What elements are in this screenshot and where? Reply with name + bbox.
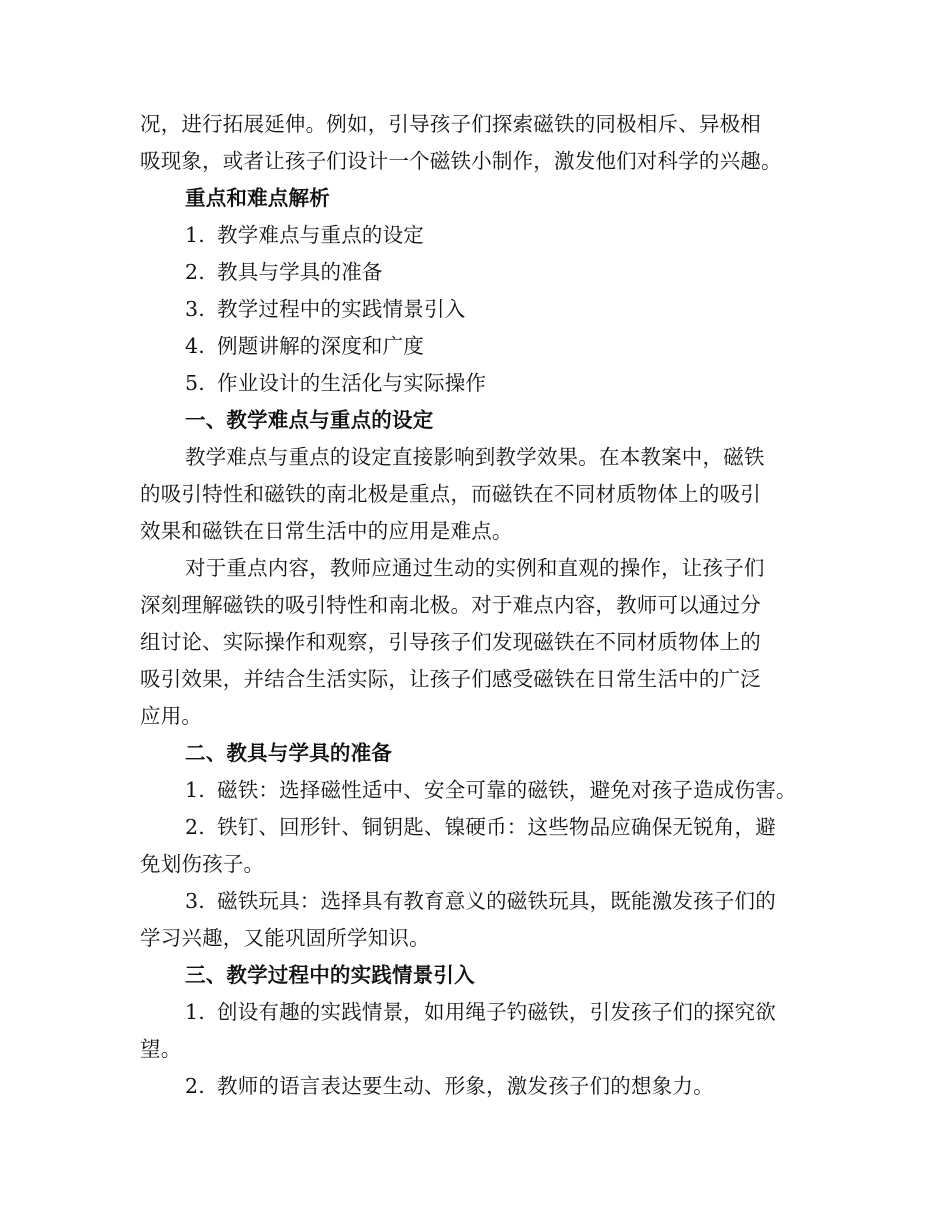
document-page [140, 106, 812, 1105]
item-number: 1. [185, 1000, 205, 1024]
outline-item [140, 365, 812, 402]
outline-item [140, 328, 812, 365]
item-text: 铁钉、回形针、铜钥匙、镍硬币：这些物品应确保无锐角，避 [217, 815, 776, 839]
item-text: 创设有趣的实践情景，如用绳子钓磁铁，引发孩子们的探究欲 [217, 1000, 776, 1024]
item-number: 4. [185, 334, 205, 358]
paragraph-line: 效果和磁铁在日常生活中的应用是难点。 [140, 519, 513, 543]
list-item [140, 883, 812, 920]
section-heading: 重点和难点解析 [185, 186, 330, 210]
item-number: 5. [185, 371, 205, 395]
list-item [140, 772, 812, 809]
list-item-continuation: 免划伤孩子。 [140, 852, 265, 876]
item-text: 教学过程中的实践情景引入 [217, 297, 466, 321]
item-number: 3. [185, 889, 205, 913]
outline-item [140, 254, 812, 291]
paragraph-line: 吸引效果，并结合生活实际，让孩子们感受磁铁在日常生活中的广泛 [140, 667, 761, 691]
paragraph-line: 组讨论、实际操作和观察，引导孩子们发现磁铁在不同材质物体上的 [140, 630, 761, 654]
list-item-continuation: 学习兴趣，又能巩固所学知识。 [140, 926, 430, 950]
paragraph-line: 对于重点内容，教师应通过生动的实例和直观的操作，让孩子们 [185, 556, 765, 580]
heading-3: 三、教学过程中的实践情景引入 [185, 963, 475, 987]
item-number: 1. [185, 223, 205, 247]
item-number: 3. [185, 297, 205, 321]
list-item [140, 994, 812, 1031]
item-text: 例题讲解的深度和广度 [217, 334, 424, 358]
paragraph-line: 的吸引特性和磁铁的南北极是重点，而磁铁在不同材质物体上的吸引 [140, 482, 761, 506]
paragraph-line: 深刻理解磁铁的吸引特性和南北极。对于难点内容，教师可以通过分 [140, 593, 761, 617]
item-text: 教师的语言表达要生动、形象，激发孩子们的想象力。 [217, 1074, 714, 1098]
heading-1: 一、教学难点与重点的设定 [185, 408, 434, 432]
outline-item [140, 291, 812, 328]
item-number: 2. [185, 815, 205, 839]
item-text: 教具与学具的准备 [217, 260, 383, 284]
paragraph-line: 吸现象，或者让孩子们设计一个磁铁小制作，激发他们对科学的兴趣。 [140, 149, 782, 173]
item-text: 磁铁玩具：选择具有教育意义的磁铁玩具，既能激发孩子们的 [217, 889, 776, 913]
heading-2: 二、教具与学具的准备 [185, 741, 392, 765]
item-number: 2. [185, 1074, 205, 1098]
paragraph-line: 况，进行拓展延伸。例如，引导孩子们探索磁铁的同极相斥、异极相 [140, 112, 761, 136]
item-number: 2. [185, 260, 205, 284]
paragraph-line: 教学难点与重点的设定直接影响到教学效果。在本教案中，磁铁 [185, 445, 765, 469]
list-item [140, 1068, 812, 1105]
item-text: 磁铁：选择磁性适中、安全可靠的磁铁，避免对孩子造成伤害。 [217, 778, 797, 802]
outline-item [140, 217, 812, 254]
paragraph-line: 应用。 [140, 704, 203, 728]
item-text: 教学难点与重点的设定 [217, 223, 424, 247]
list-item [140, 809, 812, 846]
item-text: 作业设计的生活化与实际操作 [217, 371, 487, 395]
list-item-continuation: 望。 [140, 1037, 182, 1061]
item-number: 1. [185, 778, 205, 802]
